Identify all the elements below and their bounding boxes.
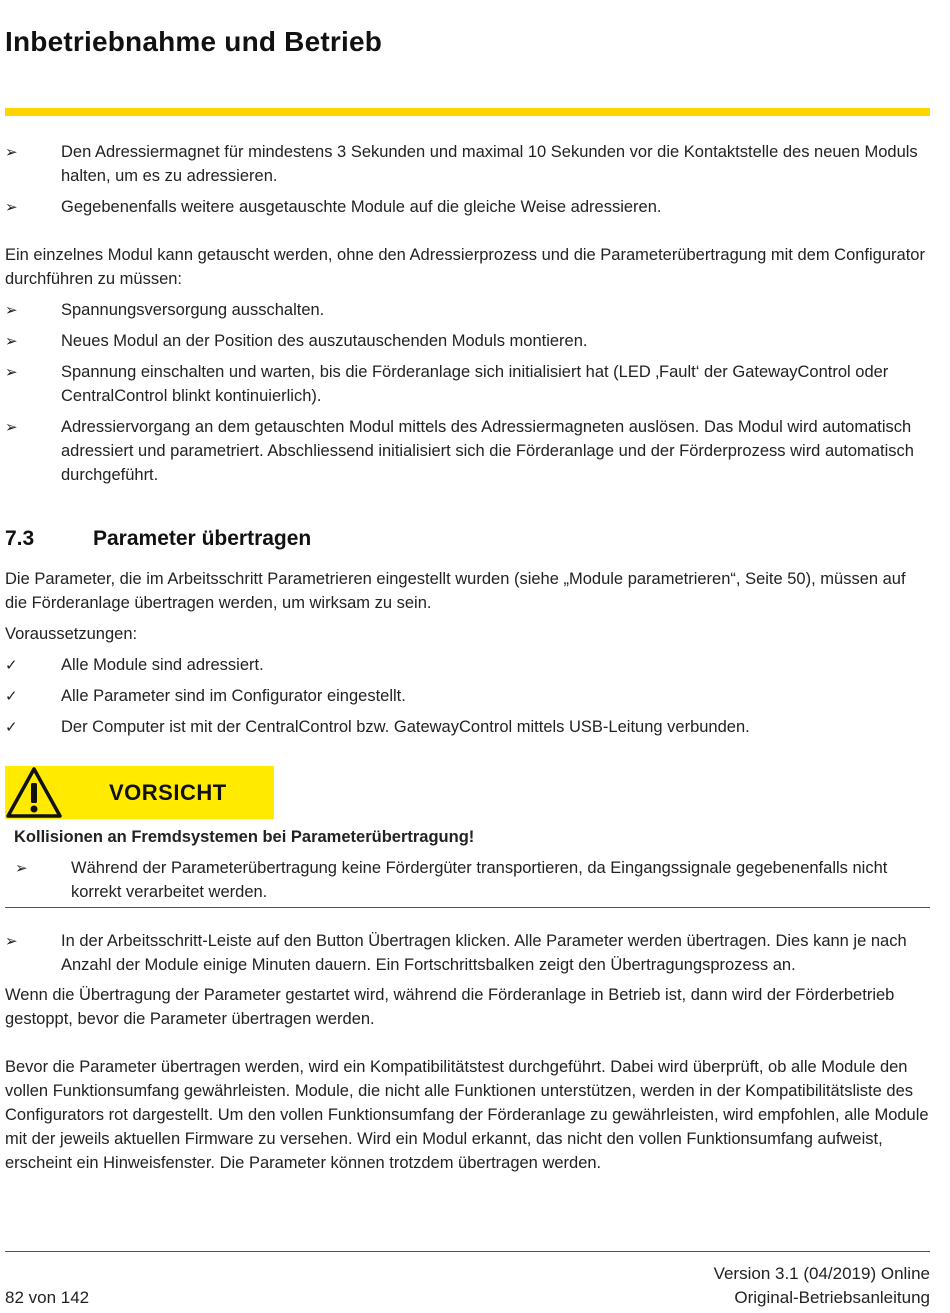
list-item — [5, 140, 930, 188]
list-item — [5, 298, 930, 322]
transfer-paragraph: Wenn die Übertragung der Parameter gestartet wird, während die Förderanlage in Betrieb ist, dann wird der Förderbetrieb gestoppt, bevor die Parameter übertragen werden. — [5, 986, 895, 1028]
page-number: 82 von 142 — [5, 1288, 90, 1307]
arrow-bullet-icon: ➢ — [5, 932, 18, 950]
list-item — [5, 415, 930, 487]
list-item-text: Den Adressiermagnet für mindestens 3 Sekunden und maximal 10 Sekunden vor die Kontaktstelle des neuen Moduls halten, um es zu adressieren. — [61, 143, 918, 185]
list-item-text: In der Arbeitsschritt-Leiste auf den Button Übertragen klicken. Alle Parameter werden übertragen. Dies kann je nach Anzahl der Module einige Minuten dauern. Ein Fortschrittsbalken zeigt den Übertragungsprozess an. — [61, 932, 907, 974]
caution-label: VORSICHT — [109, 780, 227, 805]
title-accent-bar — [5, 108, 930, 116]
arrow-bullet-icon: ➢ — [5, 143, 18, 161]
check-bullet-icon: ✓ — [5, 718, 18, 736]
document-type: Original-Betriebsanleitung — [734, 1288, 930, 1307]
list-item — [5, 195, 930, 219]
list-item-text: Spannung einschalten und warten, bis die Förderanlage sich initialisiert hat (LED ‚Fault‘ der GatewayControl oder CentralControl blinkt kontinuierlich). — [61, 363, 889, 405]
list-item-text: Spannungsversorgung ausschalten. — [61, 301, 325, 319]
list-item-text: Alle Module sind adressiert. — [61, 656, 264, 674]
prerequisites-label: Voraussetzungen: — [5, 625, 138, 643]
arrow-bullet-icon: ➢ — [5, 418, 18, 436]
section-paragraph: Die Parameter, die im Arbeitsschritt Parametrieren eingestellt wurden (siehe „Module parametrieren“, Seite 50), müssen auf die Förderanlage übertragen werden, um wirksam zu sein. — [5, 570, 906, 612]
list-item-text: Adressiervorgang an dem getauschten Modul mittels des Adressiermagneten auslösen. Das Modul wird automatisch adressiert und parametriert. Abschliessend initialisiert sich die Förderanlage und der Förderprozess wird automatisch durchgeführt. — [61, 418, 914, 484]
arrow-bullet-icon: ➢ — [5, 301, 18, 319]
arrow-bullet-icon: ➢ — [5, 363, 18, 381]
list-item — [5, 929, 930, 977]
list-item-text: Alle Parameter sind im Configurator eingestellt. — [61, 687, 406, 705]
list-item-text: Gegebenenfalls weitere ausgetauschte Module auf die gleiche Weise adressieren. — [61, 198, 662, 216]
caution-label-box — [5, 766, 274, 819]
parameter-transfer-section — [5, 567, 930, 739]
transfer-section — [5, 929, 930, 1175]
list-item — [5, 856, 930, 904]
page-title: Inbetriebnahme und Betrieb — [5, 26, 383, 57]
document-version: Version 3.1 (04/2019) Online — [713, 1264, 930, 1283]
list-item-text: Der Computer ist mit der CentralControl bzw. GatewayControl mittels USB-Leitung verbunden. — [61, 718, 750, 736]
arrow-bullet-icon: ➢ — [5, 332, 18, 350]
footer-divider — [5, 1251, 930, 1252]
list-item-text: Während der Parameterübertragung keine Fördergüter transportieren, da Eingangssignale gegebenenfalls nicht korrekt verarbeitet werden. — [71, 859, 888, 901]
list-item — [5, 360, 930, 408]
list-item — [5, 653, 930, 677]
compatibility-paragraph: Bevor die Parameter übertragen werden, wird ein Kompatibilitätstest durchgeführt. Dabei wird überprüft, ob alle Module den vollen Funktionsumfang gewährleisten. Module, die nicht alle Funktionen unterstützen, werden in der Kompatibilitätsliste des Configurators rot dargestellt. Um den vollen Funktionsumfang der Förderanlage zu gewährleisten, wird empfohlen, alle Module mit der jeweils aktuellen Firmware zu versehen. Wird ein Modul erkannt, das nicht den vollen Funktionsumfang aufweist, erscheint ein Hinweisfenster. Die Parameter können trotzdem übertragen werden. — [5, 1058, 929, 1172]
list-item — [5, 684, 930, 708]
intro-steps — [5, 140, 930, 219]
module-exchange-section — [5, 243, 930, 487]
check-bullet-icon: ✓ — [5, 656, 18, 674]
check-bullet-icon: ✓ — [5, 687, 18, 705]
list-item — [5, 715, 930, 739]
section-heading — [5, 525, 311, 553]
list-item-text: Neues Modul an der Position des auszutauschenden Moduls montieren. — [61, 332, 588, 350]
warning-content — [5, 825, 930, 904]
list-item — [5, 329, 930, 353]
arrow-bullet-icon: ➢ — [15, 859, 28, 877]
footer-info — [714, 1262, 930, 1310]
warning-triangle-icon — [5, 766, 63, 819]
section-number: 7.3 — [5, 527, 35, 550]
section-title: Parameter übertragen — [93, 527, 312, 550]
warning-divider — [5, 907, 930, 908]
warning-heading: Kollisionen an Fremdsystemen bei Parameterübertragung! — [14, 828, 475, 846]
arrow-bullet-icon: ➢ — [5, 198, 18, 216]
exchange-paragraph: Ein einzelnes Modul kann getauscht werden, ohne den Adressierprozess und die Parameterübertragung mit dem Configurator durchführen zu müssen: — [5, 246, 925, 288]
